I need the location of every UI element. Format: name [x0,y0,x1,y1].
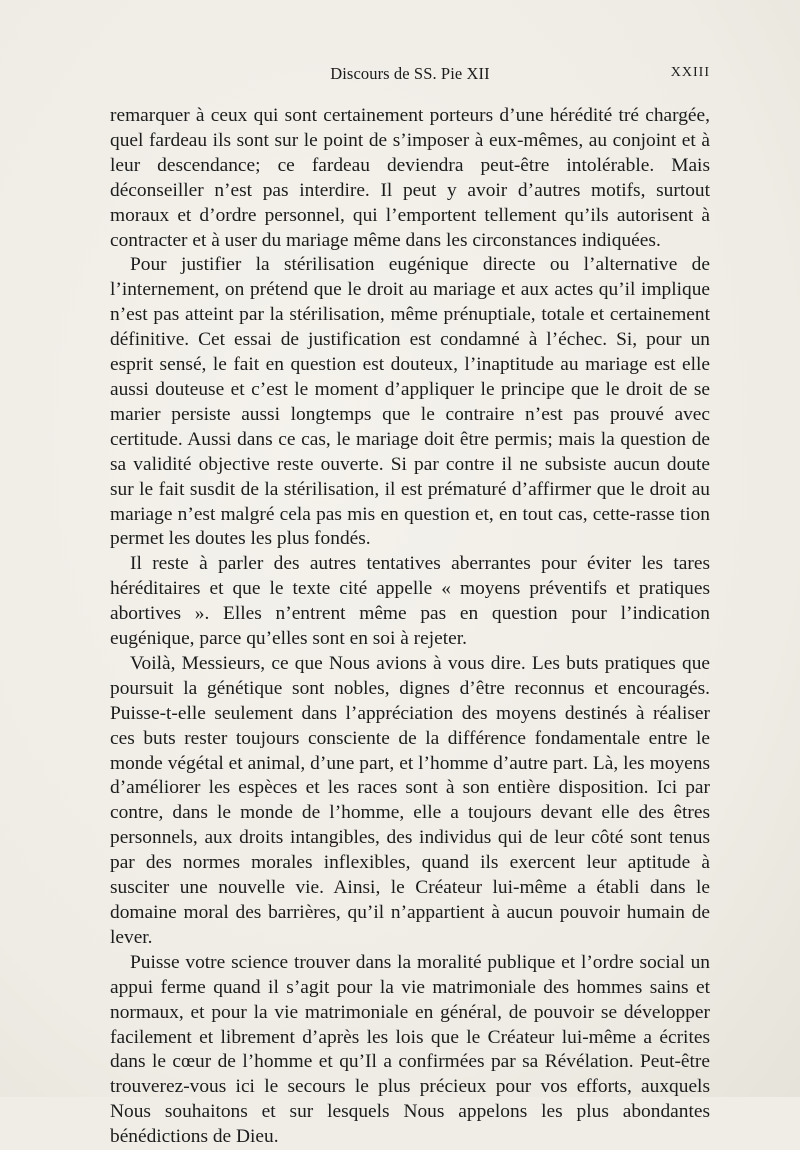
paragraph-5: Puisse votre science trouver dans la moralité publique et l’ordre social un appui ferme quand il s’agit pour la vie matrimoniale des hommes sains et normaux, et pour la vie matrimoniale en général, de pouvoir se développer facilement et librement d’après les lois que le Créateur lui-même a écrites dans le cœur de l’homme et qu’Il a confirmées par sa Révélation. Peut-être trouverez-vous ici le secours le plus précieux pour vos efforts, auxquels Nous souhaitons et sur lesquels Nous appelons les plus abondantes bénédictions de Dieu. [110,951,710,1148]
paragraph-1: remarquer à ceux qui sont certainement porteurs d’une hérédité tré chargée, quel fardeau ils sont sur le point de s’imposer à eux-mêmes, au conjoint et à leur descendance; ce fardeau deviendra peut-être intolérable. Mais déconseiller n’est pas interdire. Il peut y avoir d’autres motifs, surtout moraux et d’ordre personnel, qui l’emportent tellement qu’ils autorisent à contracter et à user du mariage même dans les circonstances indiquées. [110,105,710,251]
paragraph-3: Il reste à parler des autres tentatives aberrantes pour éviter les tares héréditaires et que le texte cité appelle « moyens préventifs et pratiques abortives ». Elles n’entrent même pas en question pour l’indication eugénique, parce qu’elles sont en soi à rejeter. [110,553,710,650]
paragraph-4: Voilà, Messieurs, ce que Nous avions à vous dire. Les buts pratiques que poursuit la génétique sont nobles, dignes d’être reconnus et encouragés. Puisse-t-elle seulement dans l’appréciation des moyens destinés à réaliser ces buts rester toujours consciente de la différence fondamentale entre le monde végétal et animal, d’une part, et l’homme d’autre part. Là, les moyens d’améliorer les espèces et les races sont à son entière disposition. Ici par contre, dans le monde de l’homme, elle a toujours devant elle des êtres personnels, aux droits intangibles, des individus qui de leur côté sont tenus par des normes morales inflexibles, quand ils exercent leur aptitude à susciter une nouvelle vie. Ainsi, le Créateur lui-même a établi dans le domaine moral des barrières, qu’il n’appartient à aucun pouvoir humain de lever. [110,652,710,948]
paragraph-2: Pour justifier la stérilisation eugénique directe ou l’alternative de l’internement, on prétend que le droit au mariage et aux actes qu’il implique n’est pas atteint par la stérilisation, même prénuptiale, totale et certainement définitive. Cet essai de justification est condamné à l’échec. Si, pour un esprit sensé, le fait en question est douteux, l’inaptitude au mariage est elle aussi douteuse et c’est le moment d’appliquer le principe que le droit de se marier persiste aussi longtemps que le contraire n’est pas prouvé avec certitude. Aussi dans ce cas, le mariage doit être permis; mais la question de sa validité objective reste ouverte. Si par contre il ne subsiste aucun doute sur le fait susdit de la stérilisation, il est prématuré d’affirmer que le droit au mariage n’est malgré cela pas mis en question et, en tout cas, cette-rasse tion permet les doutes les plus fondés. [110,254,710,550]
body-text [110,104,710,1150]
header-title: Discours de SS. Pie XII [330,64,490,83]
running-header [110,64,710,86]
page-number: XXIII [670,65,710,80]
